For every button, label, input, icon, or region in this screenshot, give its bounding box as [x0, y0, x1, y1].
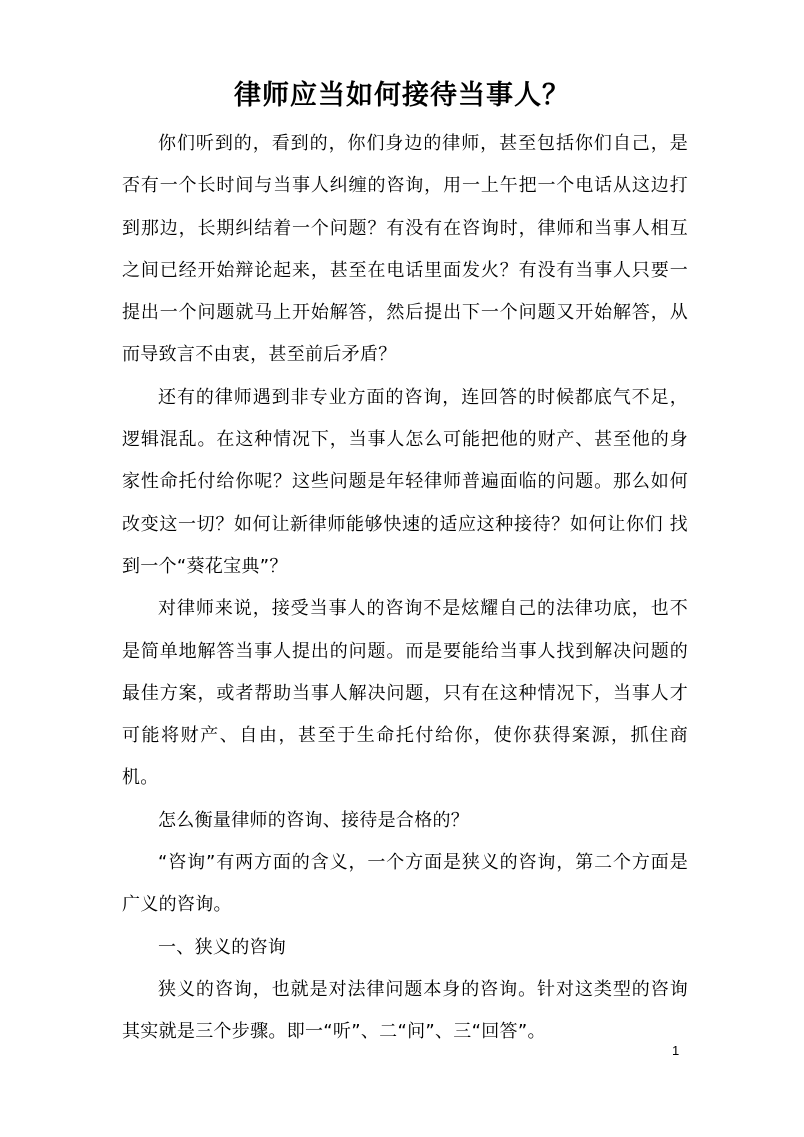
paragraph-3: 对律师来说，接受当事人的咨询不是炫耀自己的法律功底，也不是简单地解答当事人提出的问题。而是要能给当事人找到解决问题的最佳方案，或者帮助当事人解决问题，只有在这种情况下，当事人才可能将财产、自由，甚至于生命托付给你，使你获得案源，抓住商机。: [122, 598, 688, 789]
paragraph-7: 狭义的咨询，也就是对法律问题本身的咨询。针对这类型的咨询其实就是三个步骤。即一“听”、二“问”、三“回答”。: [122, 978, 688, 1043]
paragraph-2: 还有的律师遇到非专业方面的咨询，连回答的时候都底气不足，逻辑混乱。在这种情况下，当事人怎么可能把他的财产、甚至他的身家性命托付给你呢？这些问题是年轻律师普遍面临的问题。那么如何改变这一切？如何让新律师能够快速的适应这种接待？如何让你们 找到一个“葵花宝典”？: [122, 386, 688, 577]
paragraph-5: “咨询”有两方面的含义，一个方面是狭义的咨询，第二个方面是广义的咨询。: [122, 852, 688, 916]
section-heading-narrow-consultation: 一、狭义的咨询: [158, 936, 287, 958]
page-title: 律师应当如何接待当事人？: [234, 80, 570, 111]
document-body: [122, 123, 688, 1054]
paragraph-1: 你们听到的，看到的，你们身边的律师，甚至包括你们自己，是否有一个长时间与当事人纠缠的咨询，用一上午把一个电话从这边打到那边，长期纠结着一个问题？有没有在咨询时，律师和当事人相互之间已经开始辩论起来，甚至在电话里面发火？有没有当事人只要一提出一个问题就马上开始解答，然后提出下一个问题又开始解答，从而导致言不由衷，甚至前后矛盾？: [122, 133, 688, 366]
paragraph-4: 怎么衡量律师的咨询、接待是合格的？: [158, 809, 470, 831]
page-number: 1: [672, 1043, 680, 1058]
